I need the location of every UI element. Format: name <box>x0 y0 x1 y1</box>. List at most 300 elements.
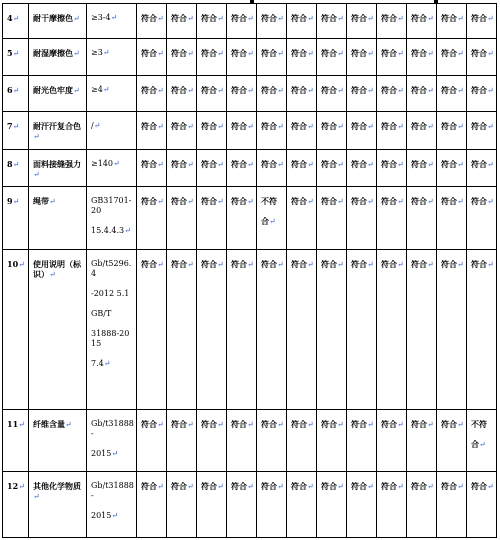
result-cell <box>377 150 407 187</box>
result-cell <box>407 112 437 150</box>
result-cell <box>197 250 227 410</box>
line-spacer <box>261 206 284 216</box>
paragraph-mark-icon: ↵ <box>427 420 434 429</box>
result-cell <box>137 410 167 472</box>
paragraph-mark-icon: ↵ <box>397 260 404 269</box>
paragraph-mark-icon: ↵ <box>277 122 284 131</box>
cell-text: GB/T <box>91 309 112 318</box>
result-cell <box>437 150 467 187</box>
result-cell <box>197 39 227 76</box>
paragraph-mark-icon: ↵ <box>367 482 374 491</box>
cell-text: 符合 <box>291 85 307 95</box>
line-spacer <box>91 439 134 449</box>
paragraph-mark-icon: ↵ <box>337 86 344 95</box>
result-cell <box>407 39 437 76</box>
paragraph-mark-icon: ↵ <box>247 260 254 269</box>
result-cell <box>347 4 377 39</box>
paragraph-mark-icon: ↵ <box>157 86 164 95</box>
paragraph-mark-icon: ↵ <box>187 122 194 131</box>
cell-text: 7 <box>7 121 13 131</box>
cell-text: 符合 <box>171 13 187 23</box>
paragraph-mark-icon: ↵ <box>397 49 404 58</box>
cell-text: 不符 <box>261 196 277 206</box>
cell-text: 面料接缝强力 <box>33 159 81 169</box>
cell-text: 符合 <box>471 196 487 206</box>
result-cell <box>407 150 437 187</box>
paragraph-mark-icon: ↵ <box>457 86 464 95</box>
paragraph-mark-icon: ↵ <box>307 122 314 131</box>
paragraph-mark-icon: ↵ <box>187 160 194 169</box>
cell-text: 使用说明（标识） <box>33 259 81 279</box>
result-cell <box>197 112 227 150</box>
test-item-cell <box>29 4 87 39</box>
paragraph-mark-icon: ↵ <box>73 14 80 23</box>
cell-text: 符合 <box>231 419 247 429</box>
cell-text: 5 <box>7 48 13 58</box>
cell-text: / <box>91 121 94 130</box>
cell-text: 符合 <box>171 159 187 169</box>
paragraph-mark-icon: ↵ <box>397 122 404 131</box>
paragraph-mark-icon: ↵ <box>112 159 120 168</box>
test-item-cell <box>29 150 87 187</box>
result-cell <box>257 112 287 150</box>
standard-cell <box>87 150 137 187</box>
result-cell <box>377 76 407 112</box>
result-cell <box>407 4 437 39</box>
result-cell <box>167 250 197 410</box>
result-cell <box>317 250 347 410</box>
cell-text: 不符 <box>471 419 487 429</box>
paragraph-mark-icon: ↵ <box>427 122 434 131</box>
cell-text: 符合 <box>291 121 307 131</box>
cell-text: 符合 <box>171 419 187 429</box>
result-cell <box>257 76 287 112</box>
standard-cell <box>87 187 137 250</box>
cell-text: 符合 <box>381 48 397 58</box>
cell-text: ≥3-4 <box>91 13 111 22</box>
paragraph-mark-icon: ↵ <box>93 121 101 130</box>
cell-text: 耐光色牢度 <box>33 85 73 95</box>
paragraph-mark-icon: ↵ <box>187 197 194 206</box>
cell-text: 符合 <box>441 48 457 58</box>
result-cell <box>377 410 407 472</box>
paragraph-mark-icon: ↵ <box>307 260 314 269</box>
result-cell <box>347 112 377 150</box>
paragraph-mark-icon: ↵ <box>307 197 314 206</box>
standard-cell <box>87 4 137 39</box>
paragraph-mark-icon: ↵ <box>12 122 20 131</box>
paragraph-mark-icon: ↵ <box>337 260 344 269</box>
result-cell <box>467 187 497 250</box>
cell-text: 耐汗汗复合色 <box>33 121 81 131</box>
line-spacer <box>91 349 134 359</box>
paragraph-mark-icon: ↵ <box>277 49 284 58</box>
cell-text: 符合 <box>261 121 277 131</box>
paragraph-mark-icon: ↵ <box>157 260 164 269</box>
result-cell <box>227 187 257 250</box>
result-cell <box>167 472 197 538</box>
cell-text: ≥3 <box>91 48 103 57</box>
cell-text: 符合 <box>261 419 277 429</box>
cell-text: 符合 <box>201 419 217 429</box>
paragraph-mark-icon: ↵ <box>337 122 344 131</box>
cell-text: 符合 <box>381 419 397 429</box>
cell-text: 符合 <box>321 159 337 169</box>
paragraph-mark-icon: ↵ <box>367 49 374 58</box>
paragraph-mark-icon: ↵ <box>457 14 464 23</box>
result-cell <box>167 4 197 39</box>
result-cell <box>227 4 257 39</box>
cell-text: ≥4 <box>91 85 103 94</box>
paragraph-mark-icon: ↵ <box>367 197 374 206</box>
paragraph-mark-icon: ↵ <box>337 420 344 429</box>
cell-text: 符合 <box>471 259 487 269</box>
table-row <box>3 76 497 112</box>
paragraph-mark-icon: ↵ <box>457 160 464 169</box>
test-item-cell <box>29 472 87 538</box>
cell-text: 纤维含量 <box>33 419 65 429</box>
cell-text: 符合 <box>411 85 427 95</box>
cell-text: 符合 <box>471 85 487 95</box>
cell-text: 符合 <box>441 159 457 169</box>
result-cell <box>227 472 257 538</box>
result-cell <box>137 150 167 187</box>
cell-text: 9 <box>7 196 13 206</box>
paragraph-mark-icon: ↵ <box>337 197 344 206</box>
paragraph-mark-icon: ↵ <box>33 132 40 141</box>
paragraph-mark-icon: ↵ <box>487 49 494 58</box>
inspection-results-table <box>2 3 497 538</box>
cell-text: 符合 <box>471 481 487 491</box>
result-cell <box>317 150 347 187</box>
test-item-cell <box>29 76 87 112</box>
cell-text: 符合 <box>471 159 487 169</box>
paragraph-mark-icon: ↵ <box>247 197 254 206</box>
cell-text: 耐干摩擦色 <box>33 13 73 23</box>
row-number-cell <box>3 472 29 538</box>
paragraph-mark-icon: ↵ <box>487 14 494 23</box>
result-cell <box>377 250 407 410</box>
paragraph-mark-icon: ↵ <box>157 420 164 429</box>
standard-cell <box>87 472 137 538</box>
cell-text: 符合 <box>231 259 247 269</box>
cell-text: 符合 <box>261 259 277 269</box>
paragraph-mark-icon: ↵ <box>217 49 224 58</box>
table-row <box>3 472 497 538</box>
paragraph-mark-icon: ↵ <box>397 197 404 206</box>
paragraph-mark-icon: ↵ <box>337 49 344 58</box>
paragraph-mark-icon: ↵ <box>397 86 404 95</box>
result-cell <box>227 250 257 410</box>
paragraph-mark-icon: ↵ <box>487 197 494 206</box>
table-row <box>3 4 497 39</box>
result-cell <box>227 410 257 472</box>
cell-text: 符合 <box>471 48 487 58</box>
standard-cell <box>87 76 137 112</box>
paragraph-mark-icon: ↵ <box>124 226 131 235</box>
paragraph-mark-icon: ↵ <box>277 482 284 491</box>
cell-text: 符合 <box>321 196 337 206</box>
cell-text: 符合 <box>231 159 247 169</box>
cell-text: 符合 <box>291 259 307 269</box>
cell-text: 符合 <box>261 48 277 58</box>
paragraph-mark-icon: ↵ <box>157 197 164 206</box>
cell-text: 符合 <box>231 85 247 95</box>
cell-text: 符合 <box>411 196 427 206</box>
paragraph-mark-icon: ↵ <box>33 170 40 179</box>
cell-text: 符合 <box>171 259 187 269</box>
cell-text: 符合 <box>351 196 367 206</box>
cell-text: 符合 <box>351 85 367 95</box>
test-item-cell <box>29 112 87 150</box>
result-cell <box>317 76 347 112</box>
result-cell <box>437 4 467 39</box>
cell-text: Gb/t31888- <box>91 481 134 500</box>
cell-text: 合 <box>471 439 479 449</box>
cell-text: -2012 5.1 <box>91 289 130 298</box>
paragraph-mark-icon: ↵ <box>397 14 404 23</box>
cell-text: 符合 <box>201 159 217 169</box>
paragraph-mark-icon: ↵ <box>487 160 494 169</box>
result-cell <box>257 39 287 76</box>
cell-text: 符合 <box>231 121 247 131</box>
cell-text: 耐湿摩擦色 <box>33 48 73 58</box>
cell-text: 符合 <box>201 481 217 491</box>
cell-text: 符合 <box>471 121 487 131</box>
cell-text: 符合 <box>141 481 157 491</box>
paragraph-mark-icon: ↵ <box>367 160 374 169</box>
cell-text: 符合 <box>381 85 397 95</box>
paragraph-mark-icon: ↵ <box>111 511 119 520</box>
paragraph-mark-icon: ↵ <box>18 260 25 269</box>
paragraph-mark-icon: ↵ <box>457 482 464 491</box>
result-cell <box>137 250 167 410</box>
paragraph-mark-icon: ↵ <box>110 13 118 22</box>
cell-text: 符合 <box>381 121 397 131</box>
cell-text: 符合 <box>231 48 247 58</box>
paragraph-mark-icon: ↵ <box>12 49 20 58</box>
paragraph-mark-icon: ↵ <box>73 49 80 58</box>
cell-text: 符合 <box>291 48 307 58</box>
cell-text: 符合 <box>411 121 427 131</box>
cell-text: 符合 <box>231 13 247 23</box>
result-cell <box>437 250 467 410</box>
paragraph-mark-icon: ↵ <box>217 197 224 206</box>
paragraph-mark-icon: ↵ <box>18 482 25 491</box>
result-cell <box>137 76 167 112</box>
paragraph-mark-icon: ↵ <box>277 14 284 23</box>
cell-text: 符合 <box>291 159 307 169</box>
paragraph-mark-icon: ↵ <box>367 14 374 23</box>
result-cell <box>287 472 317 538</box>
paragraph-mark-icon: ↵ <box>427 197 434 206</box>
paragraph-mark-icon: ↵ <box>269 217 276 226</box>
result-cell <box>467 39 497 76</box>
row-number-cell <box>3 187 29 250</box>
paragraph-mark-icon: ↵ <box>337 160 344 169</box>
cell-text: 8 <box>7 159 13 169</box>
paragraph-mark-icon: ↵ <box>217 482 224 491</box>
cell-text: 符合 <box>411 13 427 23</box>
cell-text: 符合 <box>441 13 457 23</box>
result-cell <box>287 150 317 187</box>
paragraph-mark-icon: ↵ <box>457 197 464 206</box>
paragraph-mark-icon: ↵ <box>427 86 434 95</box>
cell-text: 符合 <box>321 85 337 95</box>
paragraph-mark-icon: ↵ <box>157 160 164 169</box>
result-cell <box>467 76 497 112</box>
line-spacer <box>91 299 134 309</box>
paragraph-mark-icon: ↵ <box>12 86 20 95</box>
result-cell <box>257 187 287 250</box>
result-cell <box>407 76 437 112</box>
paragraph-mark-icon: ↵ <box>247 86 254 95</box>
table-row <box>3 250 497 410</box>
cell-text: 符合 <box>321 259 337 269</box>
result-cell <box>227 112 257 150</box>
paragraph-mark-icon: ↵ <box>187 482 194 491</box>
paragraph-mark-icon: ↵ <box>247 420 254 429</box>
cell-text: 符合 <box>351 481 367 491</box>
result-cell <box>257 150 287 187</box>
result-cell <box>137 112 167 150</box>
cell-text: 符合 <box>201 85 217 95</box>
row-number-cell <box>3 410 29 472</box>
result-cell <box>347 410 377 472</box>
result-cell <box>467 250 497 410</box>
cell-text: 符合 <box>381 481 397 491</box>
result-cell <box>437 112 467 150</box>
result-cell <box>467 410 497 472</box>
result-cell <box>467 112 497 150</box>
result-cell <box>137 187 167 250</box>
cell-text: 2015 <box>91 511 112 520</box>
table-row <box>3 410 497 472</box>
result-cell <box>137 472 167 538</box>
result-cell <box>377 112 407 150</box>
result-cell <box>287 4 317 39</box>
result-cell <box>317 4 347 39</box>
result-cell <box>287 76 317 112</box>
cell-text: 11 <box>7 419 19 429</box>
line-spacer <box>471 429 494 439</box>
table-row <box>3 39 497 76</box>
cell-text: 符合 <box>171 121 187 131</box>
cell-text: 符合 <box>141 13 157 23</box>
result-cell <box>377 187 407 250</box>
cell-text: 符合 <box>441 419 457 429</box>
paragraph-mark-icon: ↵ <box>277 86 284 95</box>
paragraph-mark-icon: ↵ <box>187 14 194 23</box>
result-cell <box>317 410 347 472</box>
paragraph-mark-icon: ↵ <box>247 482 254 491</box>
paragraph-mark-icon: ↵ <box>307 160 314 169</box>
cell-text: 符合 <box>201 121 217 131</box>
paragraph-mark-icon: ↵ <box>427 49 434 58</box>
cell-text: 符合 <box>351 48 367 58</box>
paragraph-mark-icon: ↵ <box>427 482 434 491</box>
row-number-cell <box>3 76 29 112</box>
paragraph-mark-icon: ↵ <box>487 86 494 95</box>
paragraph-mark-icon: ↵ <box>337 482 344 491</box>
result-cell <box>407 250 437 410</box>
paragraph-mark-icon: ↵ <box>217 260 224 269</box>
cell-text: 符合 <box>171 196 187 206</box>
result-cell <box>437 39 467 76</box>
table-row <box>3 187 497 250</box>
result-cell <box>257 250 287 410</box>
result-cell <box>407 472 437 538</box>
cell-text: 符合 <box>351 13 367 23</box>
result-cell <box>197 410 227 472</box>
cell-text: 符合 <box>261 13 277 23</box>
cell-text: 6 <box>7 85 13 95</box>
row-number-cell <box>3 39 29 76</box>
result-cell <box>197 76 227 112</box>
cell-text: ≥140 <box>91 159 113 168</box>
result-cell <box>167 112 197 150</box>
paragraph-mark-icon: ↵ <box>487 122 494 131</box>
cell-text: 符合 <box>411 159 427 169</box>
paragraph-mark-icon: ↵ <box>457 260 464 269</box>
cell-text: 符合 <box>411 481 427 491</box>
line-spacer <box>91 216 134 226</box>
test-item-cell <box>29 250 87 410</box>
paragraph-mark-icon: ↵ <box>12 197 20 206</box>
paragraph-mark-icon: ↵ <box>277 420 284 429</box>
cell-text: 符合 <box>261 159 277 169</box>
result-cell <box>197 472 227 538</box>
paragraph-mark-icon: ↵ <box>157 482 164 491</box>
cell-text: 符合 <box>201 259 217 269</box>
cell-text: 符合 <box>141 259 157 269</box>
paragraph-mark-icon: ↵ <box>397 160 404 169</box>
row-number-cell <box>3 112 29 150</box>
cell-text: 符合 <box>231 481 247 491</box>
cell-text: 4 <box>7 13 13 23</box>
paragraph-mark-icon: ↵ <box>457 420 464 429</box>
paragraph-mark-icon: ↵ <box>247 14 254 23</box>
result-cell <box>467 472 497 538</box>
paragraph-mark-icon: ↵ <box>487 260 494 269</box>
result-cell <box>287 250 317 410</box>
cell-text: 2015 <box>91 449 112 458</box>
line-spacer <box>91 279 134 289</box>
cell-text: Gb/t5296.4 <box>91 259 132 278</box>
paragraph-mark-icon: ↵ <box>457 122 464 131</box>
result-cell <box>167 76 197 112</box>
cell-text: 12 <box>7 481 19 491</box>
result-cell <box>407 187 437 250</box>
result-cell <box>167 187 197 250</box>
paragraph-mark-icon: ↵ <box>457 49 464 58</box>
result-cell <box>257 4 287 39</box>
result-cell <box>167 410 197 472</box>
paragraph-mark-icon: ↵ <box>111 449 119 458</box>
cell-text: 符合 <box>381 196 397 206</box>
result-cell <box>167 39 197 76</box>
paragraph-mark-icon: ↵ <box>397 482 404 491</box>
result-cell <box>467 4 497 39</box>
paragraph-mark-icon: ↵ <box>397 420 404 429</box>
paragraph-mark-icon: ↵ <box>307 420 314 429</box>
cell-text: 符合 <box>141 85 157 95</box>
cell-text: 符合 <box>141 48 157 58</box>
cell-text: 符合 <box>141 196 157 206</box>
result-cell <box>347 187 377 250</box>
cell-text: Gb/t31888- <box>91 419 134 438</box>
cell-text: 符合 <box>441 196 457 206</box>
